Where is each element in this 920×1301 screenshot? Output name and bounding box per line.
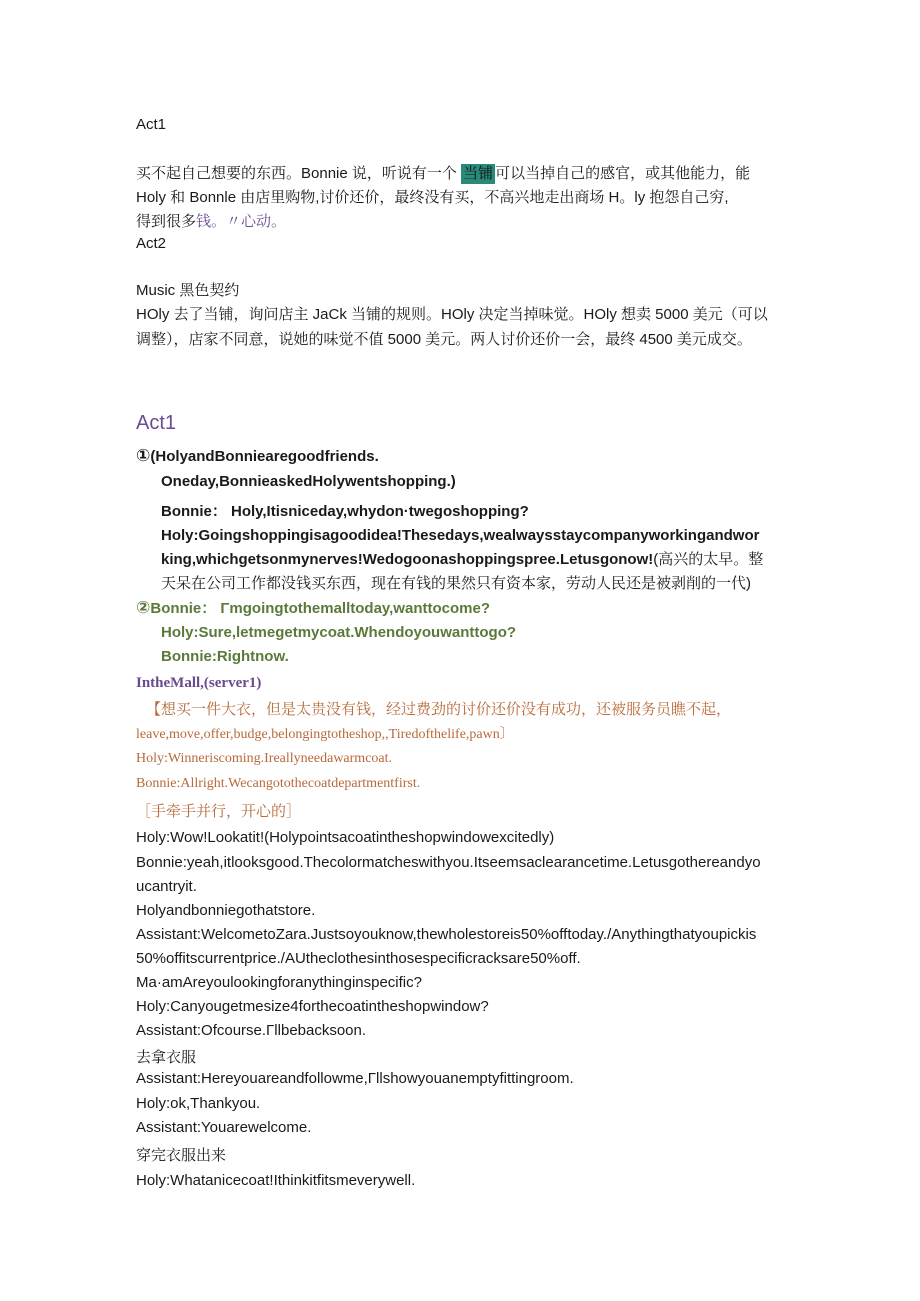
act2-line-1: HOly 去了当铺，询问店主 JaCk 当铺的规则。HOly 决定当掉味觉。HOly 想卖 5000 美元（可以: [136, 306, 768, 323]
scene-1-line-3: Bonnie： Holy,Itisniceday,whydon·twegoshopping?: [161, 503, 529, 520]
summary-line-2: Holy 和 Bonnle 由店里购物,讨价还价，最终没有买，不高兴地走出商场 H。ly 抱怨自己穷,: [136, 189, 729, 206]
note-line-5: ［手牵手并行，开心的］: [136, 803, 302, 820]
scene-1-line-1: [136, 446, 379, 467]
dialogue-line-14: 穿完衣服出来: [136, 1147, 227, 1164]
act2-line-2: 调整），店家不同意，说她的味觉不值 5000 美元。两人讨价还价一会，最终 4500 美元成交。: [136, 331, 752, 348]
dialogue-line-2: Bonnie:yeah,itlooksgood.Thecolormatcheswithyou.Itseemsaclearancetime.Letusgothereandyo: [136, 854, 761, 871]
script-heading: Act1: [136, 412, 177, 434]
note-line-2: leave,move,offer,budge,belongingtotheshop,,Tiredofthelife,pawn〕: [136, 727, 514, 742]
scene-1-line-5-text-b: (高兴的太早。整: [653, 551, 764, 568]
scene-2-marker: ②: [136, 598, 151, 617]
dialogue-line-8: Holy:Canyougetmesize4forthecoatintheshopwindow?: [136, 998, 489, 1015]
dialogue-line-9: Assistant:Ofcourse.Γllbebacksoon.: [136, 1022, 367, 1039]
scene-1-line-6: 天呆在公司工作都没钱买东西，现在有钱的果然只有资本家，劳动人民还是被剥削的一代): [161, 575, 751, 592]
scene-1-line-2: Oneday,BonnieaskedHolywentshopping.): [161, 473, 456, 490]
scene-2-line-1: [136, 598, 490, 619]
scene-1-line-5-text-a: king,whichgetsonmynerves!Wedogoonashoppingspree.Letusgonow!: [161, 551, 654, 568]
summary-line-1: [136, 164, 750, 184]
highlighted-word: 当铺: [463, 165, 494, 182]
summary-line-1-text-b: 可以当掉自己的感官，或其他能力，能: [495, 165, 751, 182]
mall-heading: IntheMall,(server1): [136, 675, 262, 691]
scene-1-line-5: [161, 550, 763, 570]
dialogue-line-15: Holy:Whatanicecoat!Ithinkitfitsmeverywell.: [136, 1172, 416, 1189]
dialogue-line-1: Holy:Wow!Lookatit!(Holypointsacoatintheshopwindowexcitedly): [136, 829, 555, 846]
scene-2-line-1-text: Bonnie： Γmgoingtothemalltoday,wanttocome?: [150, 600, 490, 617]
summary-line-3: [136, 212, 286, 232]
note-line-1: 【想买一件大衣，但是太贵没有钱，经过费劲的讨价还价没有成功，还被服务员瞧不起，: [146, 701, 732, 718]
dialogue-line-13: Assistant:Youarewelcome.: [136, 1119, 312, 1136]
scene-1-marker: ①: [136, 446, 151, 465]
dialogue-line-10: 去拿衣服: [136, 1049, 197, 1066]
music-line: Music 黑色契约: [136, 282, 240, 299]
dialogue-line-5: Assistant:WelcometoZara.Justsoyouknow,thewholestoreis50%offtoday./Anythingthatyoupickis: [136, 926, 757, 943]
dialogue-line-12: Holy:ok,Thankyou.: [136, 1095, 261, 1112]
summary-line-1-text-a: 买不起自己想要的东西。Bonnie 说，听说有一个: [136, 165, 457, 182]
act2-label: Act2: [136, 235, 167, 252]
dialogue-line-4: Holyandbonniegothatstore.: [136, 902, 316, 919]
summary-line-3-text-a: 得到很多: [136, 213, 197, 230]
note-line-4: Bonnie:Allright.Wecangotothecoatdepartmentfirst.: [136, 776, 421, 791]
dialogue-line-3: ucantryit.: [136, 878, 197, 895]
dialogue-line-6: 50%offitscurrentprice./AUtheclothesinthosespecificracksare50%off.: [136, 950, 581, 967]
scene-1-line-4: Holy:Goingshoppingisagoodidea!Thesedays,wealwaysstaycompanyworkingandwor: [161, 527, 760, 544]
summary-line-3-text-b: 钱。〃心动。: [196, 213, 287, 230]
act1-label: Act1: [136, 116, 167, 133]
scene-1-line-1-text: (HolyandBonniearegoodfriends.: [150, 448, 379, 465]
dialogue-line-7: Ma·amAreyoulookingforanythinginspecific?: [136, 974, 422, 991]
note-line-3: Holy:Winneriscoming.Ireallyneedawarmcoat.: [136, 751, 393, 766]
scene-2-line-3: Bonnie:Rightnow.: [161, 648, 289, 665]
dialogue-line-11: Assistant:Hereyouareandfollowme,Γllshowyouanemptyfittingroom.: [136, 1070, 574, 1087]
scene-2-line-2: Holy:Sure,letmegetmycoat.Whendoyouwanttogo?: [161, 624, 517, 641]
